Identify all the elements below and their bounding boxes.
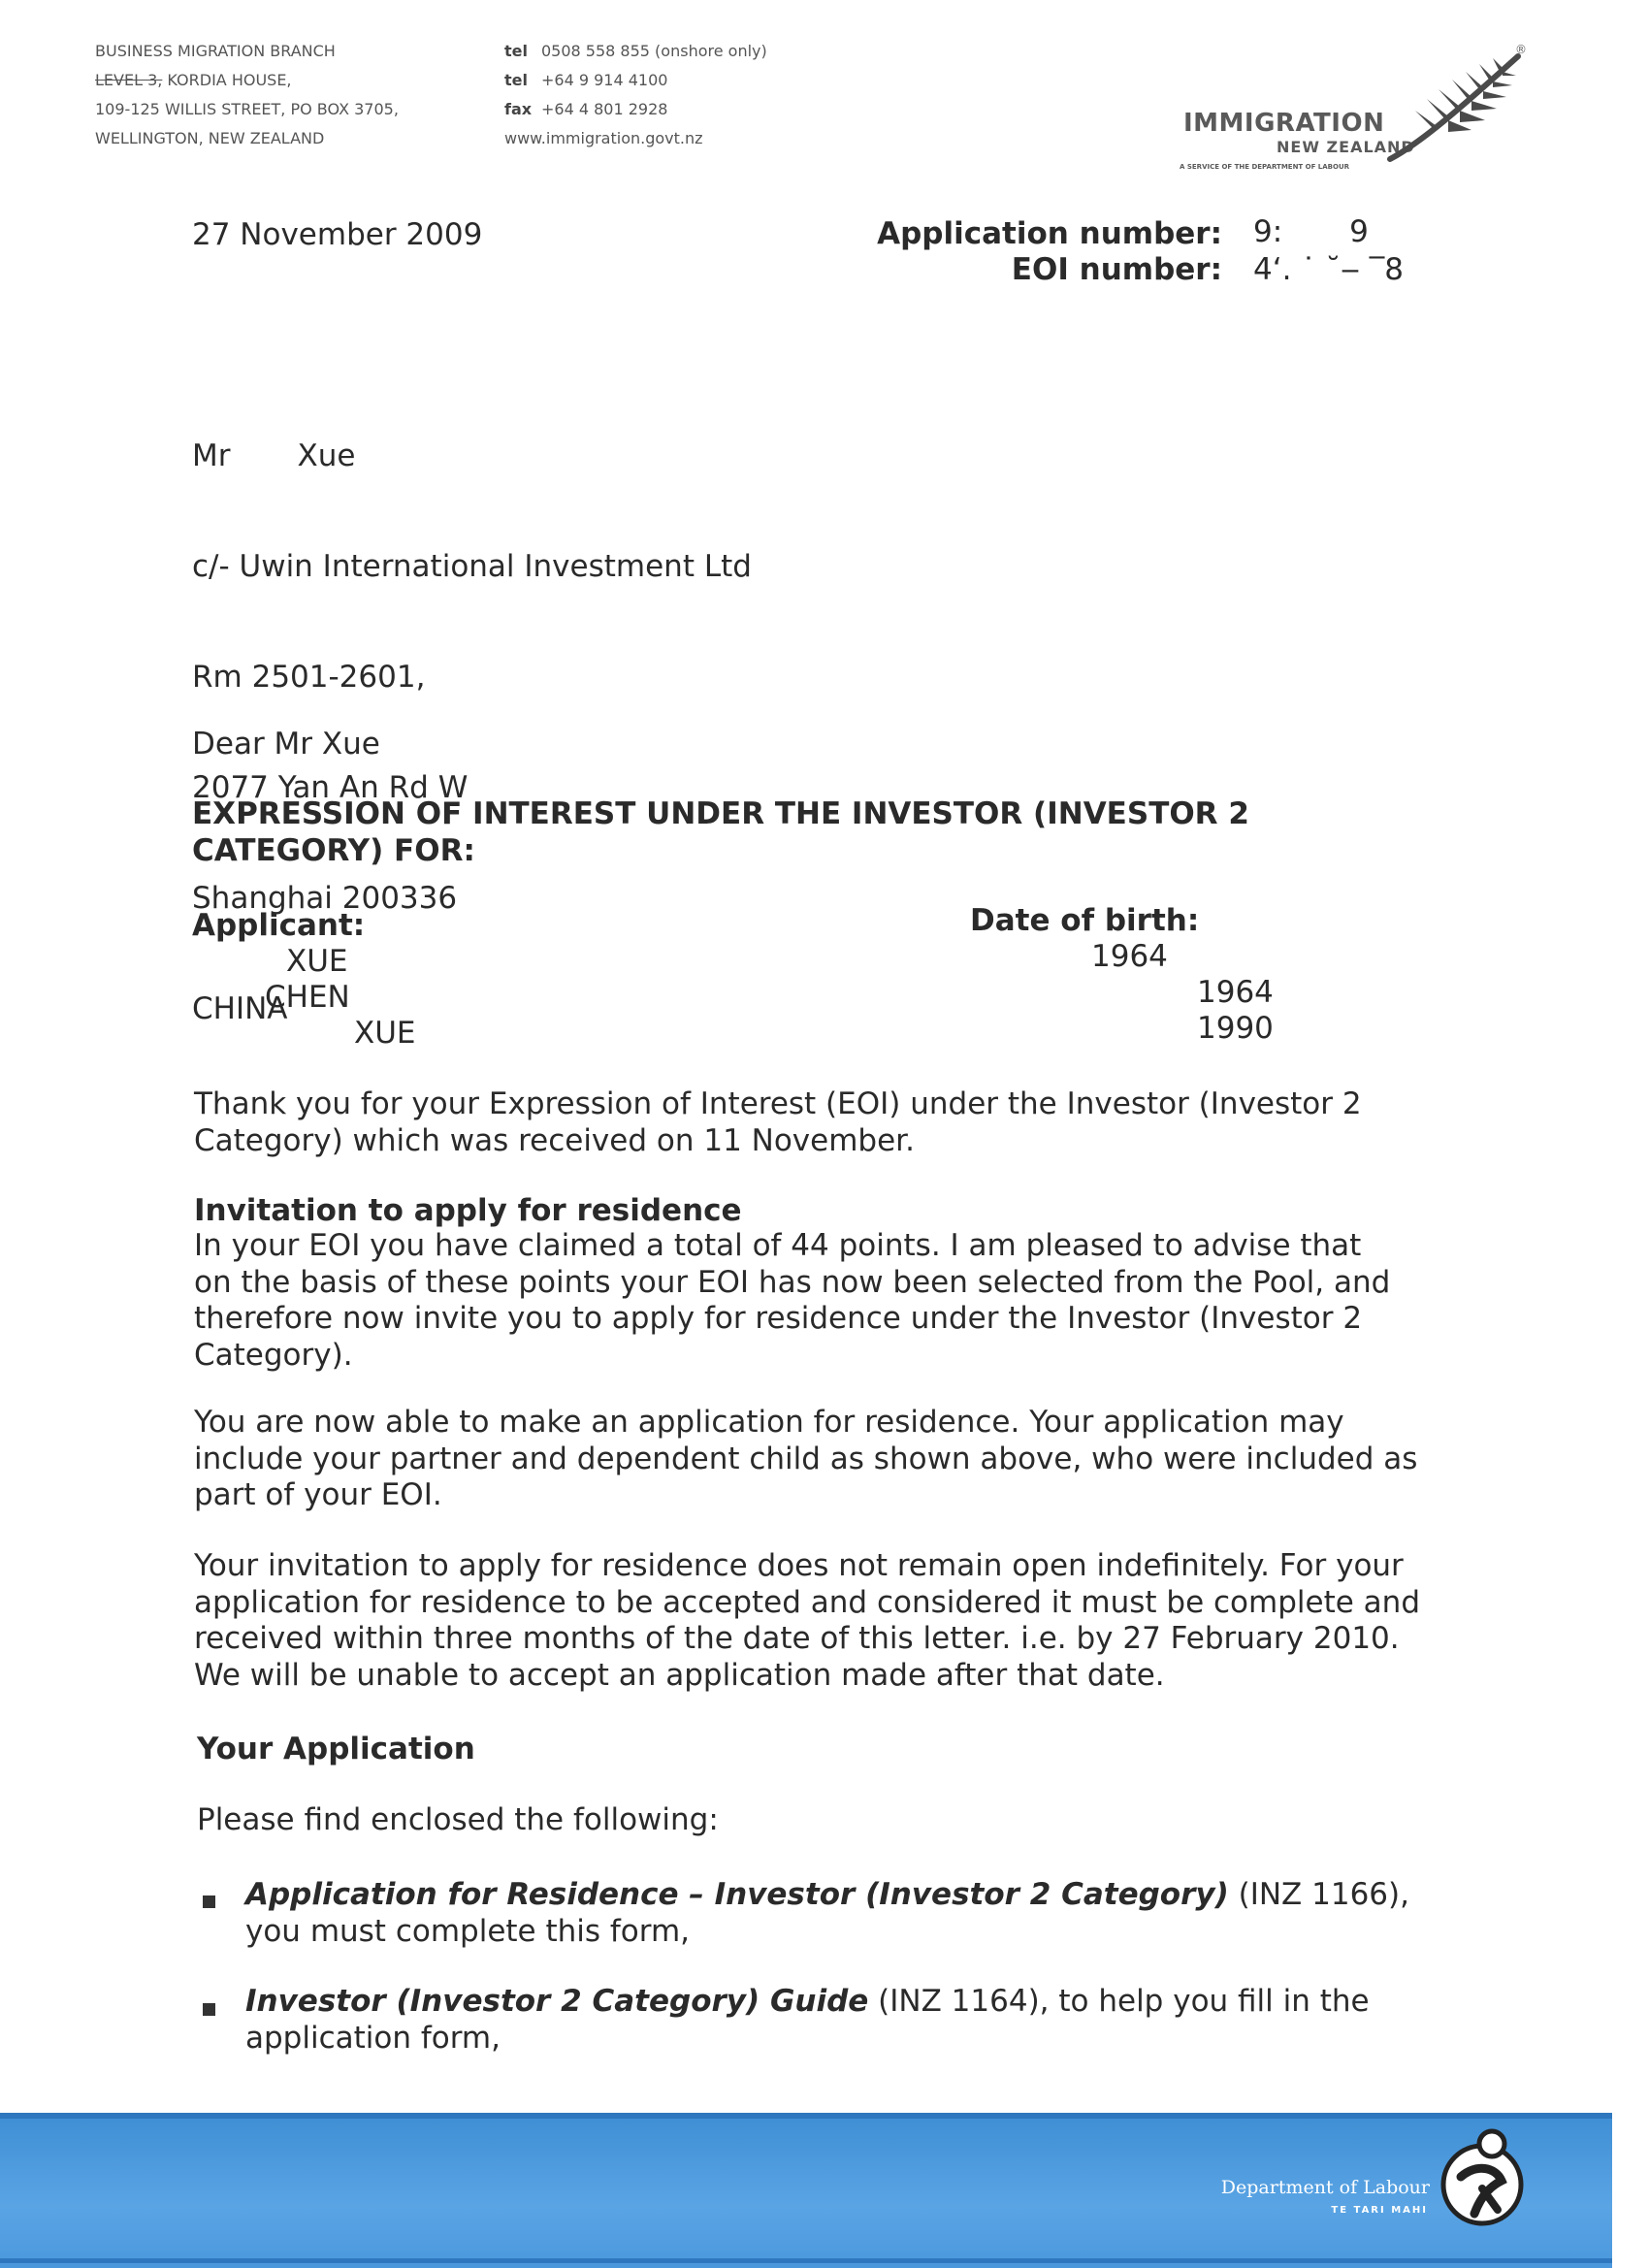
footer-band [0,2113,1612,2268]
applicant-name: XUE [286,944,348,979]
letter-date: 27 November 2009 [192,217,483,252]
application-number-value: 9: 9 [1253,214,1369,249]
applicant-name: XUE [354,1016,416,1051]
paragraph-line: You are now able to make an application for residence. Your application may [194,1405,1344,1440]
address-street: 109-125 WILLIS STREET, PO BOX 3705, [95,100,399,118]
address-level: LEVEL 3, [95,71,163,89]
eoi-number-value: 4‘. ˙ ˘‒ ‾8 [1253,252,1404,287]
eoi-number-label: EOI number: [1011,252,1222,287]
branch-name: BUSINESS MIGRATION BRANCH [95,42,336,60]
recipient-address [192,364,752,1064]
silver-fern-icon [1382,50,1528,167]
enclosure-line: application form, [245,2020,501,2056]
immigration-nz-logo [1174,43,1542,178]
contact-value: +64 9 914 4100 [541,71,668,89]
applicant-dob: 1964 [1197,975,1274,1010]
bullet-icon [203,1895,215,1908]
enclosure-line [245,1984,1370,2021]
contact-tel [504,66,767,95]
subject-line: CATEGORY) FOR: [192,833,475,868]
bullet-icon [203,2003,215,2016]
paragraph-line: Category). [194,1337,353,1373]
paragraph-line: In your EOI you have claimed a total of 44 points. I am pleased to advise that [194,1228,1362,1263]
paragraph-line: application for residence to be accepted and considered it must be complete and [194,1584,1420,1620]
applicant-dob: 1990 [1197,1011,1274,1046]
address-city: WELLINGTON, NEW ZEALAND [95,129,325,147]
enclosure-item [245,1984,1370,2057]
contact-fax [504,95,767,124]
enclosure-code: (INZ 1166), [1228,1877,1409,1912]
address-line: CHINA [192,991,288,1026]
applicant-dob: 1964 [1091,939,1168,974]
contact-value: 0508 558 855 (onshore only) [541,42,767,60]
footer-top-stripe [0,2113,1612,2119]
invitation-heading: Invitation to apply for residence [194,1193,742,1228]
address-line: 2077 Yan An Rd W [192,770,469,805]
subject-line: EXPRESSION OF INTEREST UNDER THE INVESTOR (INVESTOR 2 [192,796,1249,831]
address-line: Mr Xue [192,438,356,473]
paragraph-line: received within three months of the date of this letter. i.e. by 27 February 2010. [194,1621,1400,1656]
paragraph-line: Thank you for your Expression of Interest (EOI) under the Investor (Investor 2 [194,1086,1362,1121]
enclosure-title: Application for Residence – Investor (Investor 2 Category) [245,1877,1229,1912]
paragraph-line: We will be unable to accept an application made after that date. [194,1657,1165,1693]
contact-value: +64 4 801 2928 [541,100,668,118]
applicant-label: Applicant: [192,908,366,943]
address-line: c/- Uwin International Investment Ltd [192,549,752,584]
logo-title: IMMIGRATION [1183,109,1385,138]
salutation: Dear Mr Xue [192,727,380,761]
letterhead-address [95,37,399,153]
footer-bottom-stripe [0,2258,1612,2263]
applicant-name: CHEN [265,980,350,1015]
enclosed-intro: Please find enclosed the following: [197,1802,719,1837]
letterhead-contacts [504,37,767,153]
invitation-paragraph [194,1228,1390,1374]
paragraph-line: Your invitation to apply for residence does not remain open indefinitely. For your [194,1548,1404,1583]
able-to-apply-paragraph [194,1405,1417,1514]
paragraph-line: Category) which was received on 11 November. [194,1122,915,1158]
contact-tel-onshore [504,37,767,66]
dob-label: Date of birth: [970,903,1200,938]
paragraph-line: include your partner and dependent child as shown above, who were included as [194,1441,1418,1476]
enclosure-line [245,1877,1409,1914]
your-application-heading: Your Application [197,1732,475,1766]
contact-website [504,124,767,153]
address-line: Shanghai 200336 [192,881,458,916]
thanks-paragraph [194,1086,1362,1159]
subject-heading [192,795,1249,869]
department-maori-name: TE TARI MAHI [1331,2205,1428,2216]
address-building: KORDIA HOUSE, [162,71,292,89]
registered-mark-icon: ® [1515,43,1527,56]
enclosure-line: you must complete this form, [245,1913,691,1949]
contact-label: tel [504,42,528,60]
enclosure-code: (INZ 1164), to help you fill in the [868,1984,1370,2019]
paragraph-line: on the basis of these points your EOI has now been selected from the Pool, and [194,1264,1391,1300]
department-name: Department of Labour [1220,2177,1430,2198]
address-line: Rm 2501-2601, [192,660,426,695]
enclosure-item [245,1877,1409,1950]
contact-label: tel [504,71,528,89]
paragraph-line: part of your EOI. [194,1477,442,1512]
logo-subtitle: NEW ZEALAND [1277,138,1415,156]
address-line-building [95,66,399,95]
application-number-label: Application number: [877,216,1222,251]
paragraph-line: therefore now invite you to apply for residence under the Investor (Investor 2 [194,1301,1363,1336]
logo-tagline: A SERVICE OF THE DEPARTMENT OF LABOUR [1180,163,1350,171]
department-of-labour-logo-icon [1438,2124,1527,2231]
contact-value: www.immigration.govt.nz [504,129,703,147]
contact-label: fax [504,100,533,118]
enclosure-title: Investor (Investor 2 Category) Guide [245,1984,869,2019]
invitation-deadline-paragraph [194,1548,1420,1694]
